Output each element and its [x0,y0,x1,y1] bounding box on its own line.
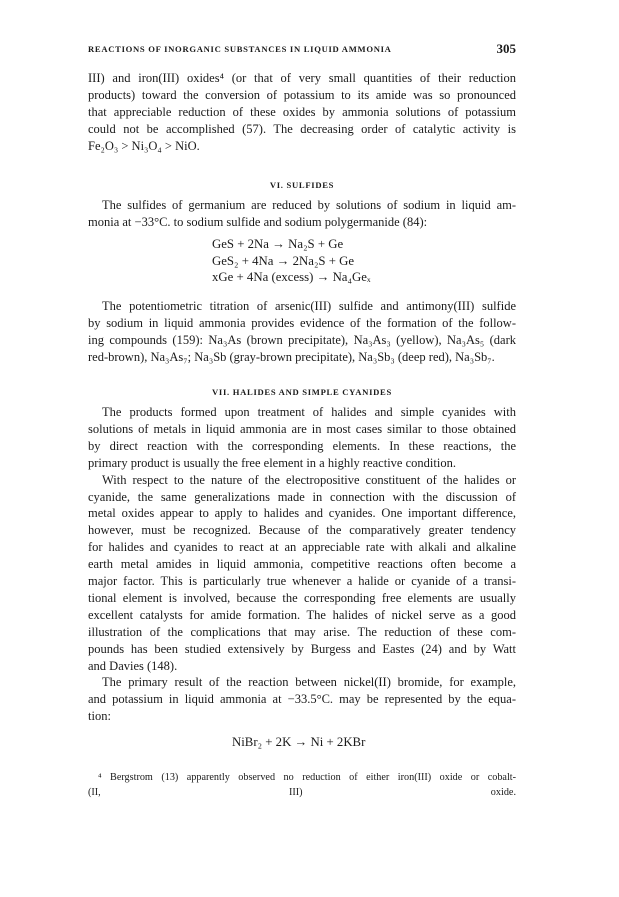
text-line: primary product is usually the free element in a highly reactive condition. [88,455,456,470]
arsenic-paragraph [88,298,516,366]
text-line: however, must be recognized. Because of the comparatively greater tendency [88,523,516,538]
text-line: The potentiometric titration of arsenic(III) sulfide and antimony(III) sulfide [102,299,516,313]
text-line: that appreciable reduction of these oxides by ammonia solutions of potassium [88,104,516,119]
section-heading-sulfides: VI. SULFIDES [269,180,335,190]
footnote-line: ⁴ Bergstrom (13) apparently observed no reduction of either iron(III) oxide or cobalt- [98,772,516,783]
text-line: ing compounds (159): Na₃As (brown precipitate), Na₃As₃ (yellow), Na₃As₅ (dark [88,332,516,347]
text-line: by direct reaction with the corresponding elements. In these reactions, the [88,438,516,453]
sulfides-paragraph [88,197,516,231]
halides-paragraph-1 [88,404,516,472]
section-heading-halides: VII. HALIDES AND SIMPLE CYANIDES [212,387,392,397]
text-line: III) and iron(III) oxides⁴ (or that of very small quantities of their reduction [88,71,516,85]
text-line: The sulfides of germanium are reduced by solutions of sodium in liquid am- [102,198,516,212]
equation-line: GeS₂ + 4Na → 2Na₂S + Ge [212,253,355,268]
intro-paragraph [88,70,516,155]
page-number: 305 [496,41,516,56]
halides-paragraph-2 [88,472,516,675]
germanium-equations [212,236,371,286]
text-line: could not be accomplished (57). The decreasing order of catalytic activity is [88,121,516,136]
text-line: The primary result of the reaction between nickel(II) bromide, for example, [102,675,516,690]
text-line: pounds has been studied extensively by Burgess and Eastes (24) and by Watt [88,641,516,656]
text-line: monia at −33°C. to sodium sulfide and sodium polygermanide (84): [88,214,428,229]
running-head: REACTIONS OF INORGANIC SUBSTANCES IN LIQUID AMMONIA [88,44,392,54]
text-line: Fe₂O₃ > Ni₃O₄ > NiO. [88,138,200,153]
text-line: cyanide, the same generalizations made in connection with the discussion of [88,489,516,504]
halides-paragraph-3 [88,674,516,725]
nickel-equation [232,734,365,751]
text-line: red-brown), Na₃As₇; Na₃Sb (gray-brown precipitate), Na₃Sb₃ (deep red), Na₃Sb₇. [88,349,495,364]
text-line: products) toward the conversion of potassium to its amide was so pronounced [88,87,516,102]
text-line: solutions of metals in liquid ammonia are in most cases similar to those obtained [88,421,516,436]
text-line: metal oxides appear to apply to halides and cyanides. One important difference, [88,506,516,521]
text-line: tional element is involved, because the corresponding free elements are usually [88,590,516,605]
text-line: for halides and cyanides to react at an appreciable rate with alkali and alkaline [88,540,516,555]
text-line: and Davies (148). [88,658,178,673]
text-line: The products formed upon treatment of halides and simple cyanides with [102,405,516,419]
footnote-line: (II, III) oxide. [88,786,516,798]
text-line: and potassium in liquid ammonia at −33.5°C. may be represented by the equa- [88,692,516,707]
text-line: excellent catalysts for amide formation. The halides of nickel serve as a good [88,607,516,622]
text-line: by sodium in liquid ammonia provides evidence of the formation of the follow- [88,315,516,330]
text-line: tion: [88,709,111,724]
equation-line: NiBr₂ + 2K → Ni + 2KBr [232,735,366,749]
page-header [88,41,516,60]
text-line: With respect to the nature of the electropositive constituent of the halides or [102,472,516,487]
equation-line: xGe + 4Na (excess) → Na₄Geₓ [212,270,371,285]
footnote [88,771,516,800]
text-line: earth metal amides in liquid ammonia, competitive reactions often become a [88,557,516,572]
text-line: illustration of the complications that may arise. The reduction of these com- [88,624,516,639]
text-line: major factor. This is particularly true whenever a halide or cyanide of a transi- [88,574,516,589]
equation-line: GeS + 2Na → Na₂S + Ge [212,237,344,251]
